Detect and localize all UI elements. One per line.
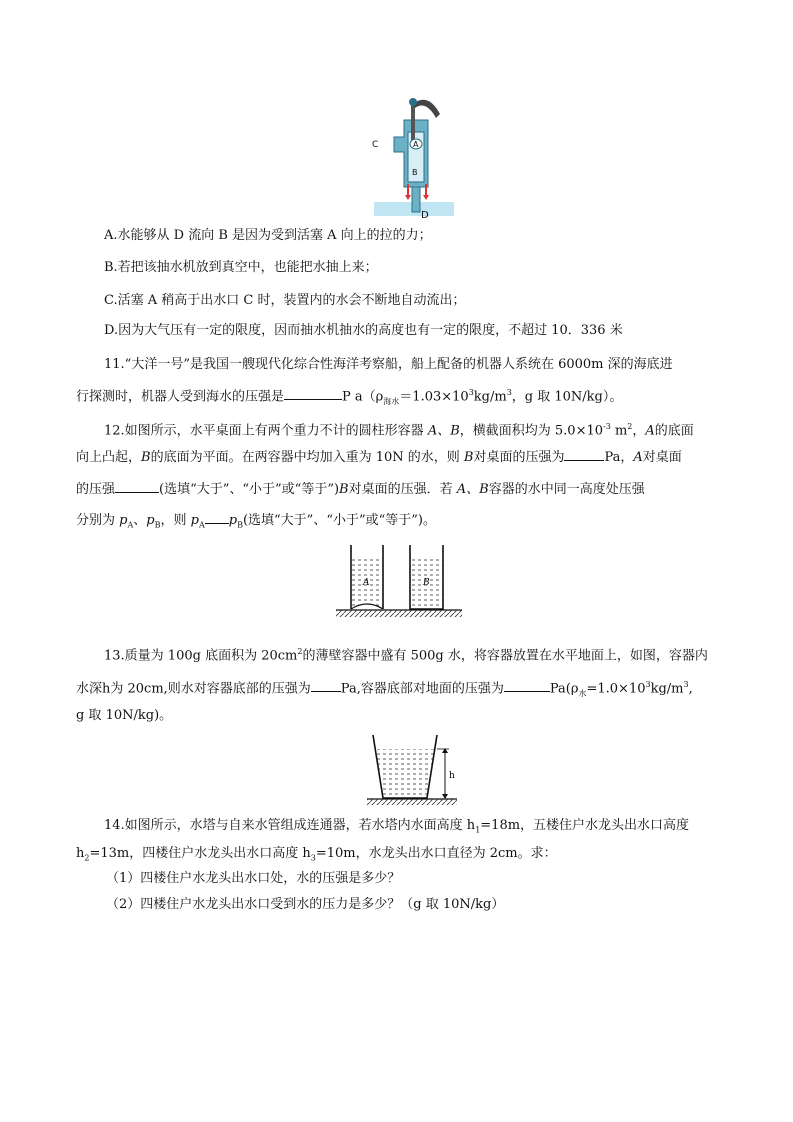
q14-subquestion-2: （2）四楼住户水龙头出水口受到水的压力是多少？（g 取 10N/kg）: [106, 897, 505, 912]
q12-blank-2[interactable]: [115, 479, 159, 493]
height-label: h: [449, 771, 455, 781]
q12-line-4: 分别为 $p_A$、$p_B$，则 $p_A$ $p_B$(选填“大于”、“小于”或“等于”)。: [76, 510, 436, 535]
q12-line-3: 的压强 (选填“大于”、“小于”或“等于”)B对桌面的压强．若 A、B容器的水中同一高度处压强: [76, 479, 645, 499]
label-C: C: [372, 140, 379, 150]
q10-option-c: C.活塞 A 稍高于出水口 C 时，装置内的水会不断地自动流出；: [104, 293, 466, 308]
q14-subquestion-1: （1）四楼住户水龙头出水口处，水的压强是多少？: [106, 871, 401, 886]
q11-answer-blank[interactable]: [284, 386, 342, 400]
label-D: D: [421, 210, 429, 221]
q11-line-2: 行探测时，机器人受到海水的压强是 P $a(\rho_{海水}=1.03\times 10^3kg/m^3$，g 取 10N/kg）。: [76, 388, 623, 406]
q13-blank-1[interactable]: [311, 678, 341, 692]
q13-line-1: 13.质量为 100g 底面积为 $20cm^2$的薄壁容器中盛有 500g 水，将容器放置在水平地面上，如图，容器内: [104, 647, 708, 664]
container-label-b: B: [423, 578, 430, 588]
q13-line-2: 水深h为 20cm,则水对容器底部的压强为 Pa,容器底部对地面的压强为 $Pa(\rho_水=1.0\times 10^3kg/m^3$,: [76, 680, 693, 698]
q14-line-2: $h_2=13m$，四楼住户水龙头出水口高度 $h_3=10m$，水龙头出水口直径为 2cm。求：: [76, 846, 557, 863]
q13-blank-2[interactable]: [504, 678, 550, 692]
container-label-a: A: [363, 578, 370, 588]
tapered-container-figure: [365, 732, 460, 808]
q14-line-1: 14.如图所示，水塔与自来水管组成连通器，若水塔内水面高度 $h_1=18m$，五楼住户水龙头出水口高度: [104, 818, 690, 835]
pump-figure: [368, 92, 458, 222]
q12-blank-1[interactable]: [564, 447, 604, 461]
label-B: B: [412, 168, 418, 177]
q10-option-a: A.水能够从 D 流向 B 是因为受到活塞 A 向上的拉的力；: [104, 228, 432, 243]
containers-figure: [334, 543, 464, 623]
label-A: A: [413, 140, 419, 149]
q12-line-1: 12.如图所示，水平桌面上有两个重力不计的圆柱形容器 A、B，横截面积均为 $5.0\times 10^{-3}$ $m^2$，A的底面: [104, 422, 694, 439]
q13-line-3: g 取 10N/kg)。: [76, 708, 173, 723]
q12-line-2: 向上凸起，B的底面为平面。在两容器中均加入重为 10N 的水，则 B对桌面的压强为 Pa，A对桌面: [76, 447, 682, 467]
q11-line-1: 11.“大洋一号”是我国一艘现代化综合性海洋考察船，船上配备的机器人系统在 6000m 深的海底进: [104, 357, 673, 372]
q12-blank-3[interactable]: [205, 510, 229, 524]
q10-option-d: D.因为大气压有一定的限度，因而抽水机抽水的高度也有一定的限度，不超过 10．336 米: [104, 323, 623, 338]
q10-option-b: B.若把该抽水机放到真空中，也能把水抽上来；: [104, 260, 378, 275]
